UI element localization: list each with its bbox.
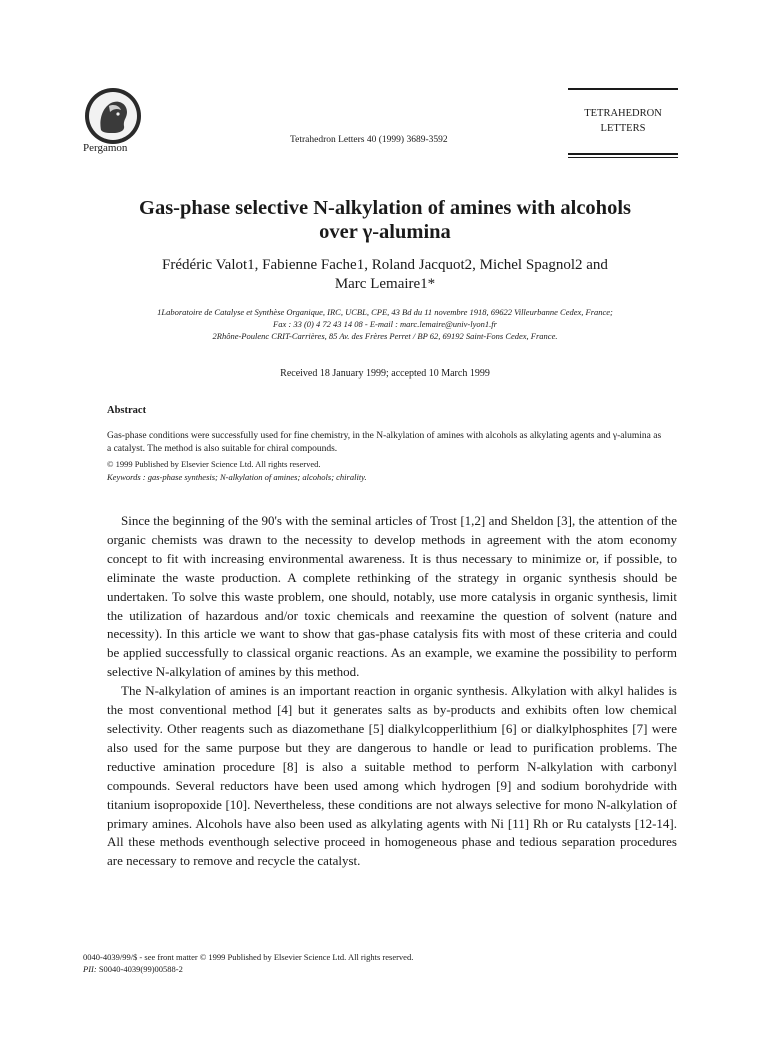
- keywords: Keywords : gas-phase synthesis; N-alkylation of amines; alcohols; chirality.: [107, 472, 367, 482]
- title-line2: over γ-alumina: [319, 221, 451, 243]
- pii-line: [83, 963, 413, 975]
- author-list: [90, 256, 680, 294]
- journal-citation: Tetrahedron Letters 40 (1999) 3689-3592: [290, 135, 448, 145]
- journal-name-line1: TETRAHEDRON: [584, 108, 662, 119]
- affiliation-contact: Fax : 33 (0) 4 72 43 14 08 - E-mail : marc.lemaire@univ-lyon1.fr: [273, 319, 497, 329]
- affiliation-2: 2Rhône-Poulenc CRIT-Carrières, 85 Av. des Frères Perret / BP 62, 69192 Saint-Fons Cedex, France.: [212, 331, 558, 341]
- pii-value: S0040-4039(99)00588-2: [98, 964, 183, 974]
- abstract-heading: Abstract: [107, 405, 147, 416]
- abstract-text: Gas-phase conditions were successfully used for fine chemistry, in the N-alkylation of amines with alcohols as alkylating agents and γ-alumina as a catalyst. The method is also suitable for chiral compounds.: [107, 431, 662, 454]
- authors-line1: Frédéric Valot1, Fabienne Fache1, Roland Jacquot2, Michel Spagnol2 and: [162, 257, 608, 273]
- publisher-name: Pergamon: [83, 142, 128, 154]
- header-rule-bottom-thin: [568, 157, 678, 158]
- header-rule-bottom: [568, 153, 678, 155]
- body-paragraph-2: The N-alkylation of amines is an important reaction in organic synthesis. Alkylation with alkyl halides is the most conventional method [4] but it generates salts as by-products and exhibits often low chemical selectivity. Other reagents such as diazomethane [5] dialkylcopperlithium [6] or dialkylphosphites [7] were also used for the same purpose but they are dangerous to handle or lead to purification problems. The reductive amination procedure [8] is also a suitable method to perform N-alkylation with carbonyl compounds. Several reductors have been used among which hydrogen [9] and sodium borohydride with titanium isopropoxide [10]. Nevertheless, these conditions are not always selective for mono N-alkylation of primary amines. Alcohols have also been used as alkylating agents with Ni [11] Rh or Ru catalysts [12-14]. All these methods eventhough selective proceed in homogeneous phase and tedious separation procedures are necessary to remove and recycle the catalyst.: [107, 683, 677, 869]
- body-paragraph-1: Since the beginning of the 90's with the seminal articles of Trost [1,2] and Sheldon [3], the attention of the organic chemists was drawn to the necessity to develop methods in agreement with the atom economy concept to fit with increasing environmental awareness. It is thus necessary to minimize or, if possible, to eliminate the waste production. A complete rethinking of the strategy in organic synthesis should be undertaken. To solve this waste problem, one should, notably, use more catalysis in organic synthesis, limit the utilization of hazardous and/or toxic chemicals and reexamine the question of solvent (nature and necessity). In this article we want to show that gas-phase catalysis fits with most of these criteria and could be applied successfully to classical organic reactions. As an example, we examine the possibility to perform selective N-alkylation of amines by this method.: [107, 513, 677, 680]
- title-line1: Gas-phase selective N-alkylation of amines with alcohols: [139, 197, 631, 219]
- copyright-notice: © 1999 Published by Elsevier Science Ltd. All rights reserved.: [107, 459, 321, 469]
- affiliations: [90, 306, 680, 342]
- article-title: [90, 196, 680, 244]
- article-body: [107, 512, 677, 871]
- received-dates: Received 18 January 1999; accepted 10 March 1999: [280, 368, 490, 379]
- pergamon-logo-icon: [83, 86, 143, 146]
- journal-name: [568, 106, 678, 136]
- journal-name-line2: LETTERS: [600, 123, 646, 134]
- page-footer: [83, 951, 413, 975]
- front-matter-notice: 0040-4039/99/$ - see front matter © 1999 Published by Elsevier Science Ltd. All rights reserved.: [83, 952, 414, 962]
- authors-line2: Marc Lemaire1*: [334, 276, 436, 292]
- header-rule-top: [568, 88, 678, 90]
- affiliation-1: 1Laboratoire de Catalyse et Synthèse Organique, IRC, UCBL, CPE, 43 Bd du 11 novembre 1918, 69622 Villeurbanne Cedex, France;: [157, 307, 613, 317]
- pii-label: PII:: [83, 964, 97, 974]
